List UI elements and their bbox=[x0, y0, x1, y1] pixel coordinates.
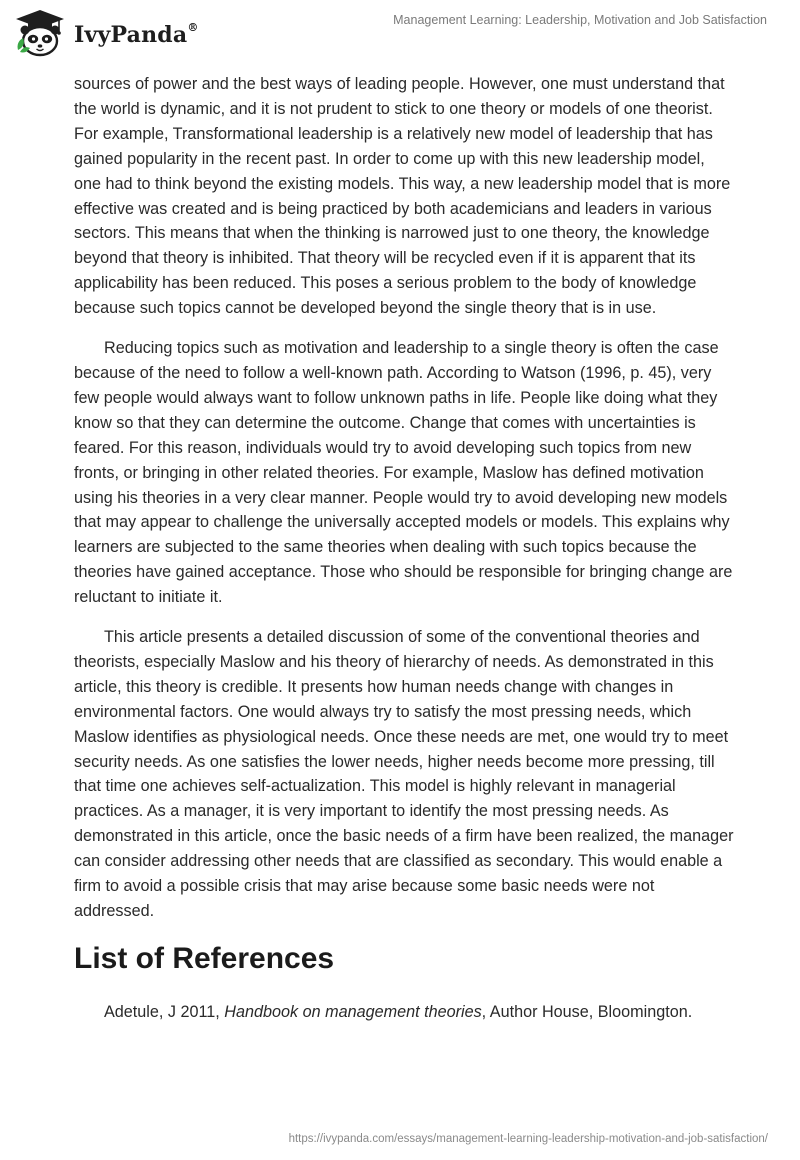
brand-text: IvyPanda bbox=[74, 22, 188, 48]
body-paragraph: sources of power and the best ways of leading people. However, one must understand that the world is dynamic, and it is not prudent to stick to one theory or models of one theorist. For example, Transformational leadership is a relatively new model of leadership that has gained popularity in the recent past. In order to come up with this new leadership model, one had to think beyond the existing models. This way, a new leadership model that is more effective was created and is being practiced by both academicians and leaders in various sectors. This means that when the thinking is narrowed just to one theory, the knowledge beyond that theory is inhibited. That theory will be recycled even if it is apparent that its applicability has been reduced. This poses a serious problem to the body of knowledge because such topics cannot be developed beyond the single theory that is in use. bbox=[74, 75, 731, 318]
running-title: Management Learning: Leadership, Motivation and Job Satisfaction bbox=[393, 13, 767, 27]
reference-item bbox=[74, 1000, 734, 1025]
page-header bbox=[0, 0, 800, 70]
essay-content bbox=[74, 72, 734, 1040]
body-paragraph: This article presents a detailed discussion of some of the conventional theories and theorists, especially Maslow and his theory of hierarchy of needs. As demonstrated in this article, this theory is credible. It presents how human needs change with changes in environmental factors. One would always try to satisfy the most pressing needs, which Maslow identifies as physiological needs. Once these needs are met, one would try to meet security needs. As one satisfies the lower needs, higher needs become more pressing, till that time one achieves self-actualization. This model is highly relevant in managerial practices. As a manager, it is very important to identify the most pressing needs. As demonstrated in this article, once the basic needs of a firm have been realized, the manager can consider addressing other needs that are classified as secondary. This would enable a firm to avoid a possible crisis that may arise because some basic needs were not addressed. bbox=[74, 628, 734, 920]
reference-publisher: , Author House, Bloomington. bbox=[481, 1002, 693, 1021]
registered-mark: ® bbox=[187, 20, 199, 34]
references-heading: List of References bbox=[74, 941, 335, 975]
reference-author: Adetule, J 2011, bbox=[104, 1002, 225, 1021]
panda-graduate-icon bbox=[14, 8, 66, 58]
source-url[interactable]: https://ivypanda.com/essays/management-learning-leadership-motivation-and-job-satisfaction/ bbox=[288, 1133, 768, 1145]
reference-title: Handbook on management theories bbox=[224, 1002, 482, 1021]
ivypanda-logo[interactable] bbox=[14, 8, 199, 58]
brand-name bbox=[74, 22, 199, 48]
body-paragraph: Reducing topics such as motivation and leadership to a single theory is often the case because of the need to follow a well-known path. According to Watson (1996, p. 45), very few people would always want to follow unknown paths in life. People like doing what they know so that they can determine the outcome. Change that comes with uncertainties is feared. For this reason, individuals would try to avoid developing such topics from new fronts, or bringing in other related theories. For example, Maslow has defined motivation using his theories in a very clear manner. People would try to avoid developing new models that may appear to challenge the universally accepted models or models. This explains why learners are subjected to the same theories when dealing with such topics because the theories have gained acceptance. Those who should be responsible for bringing change are reluctant to initiate it. bbox=[74, 339, 733, 607]
